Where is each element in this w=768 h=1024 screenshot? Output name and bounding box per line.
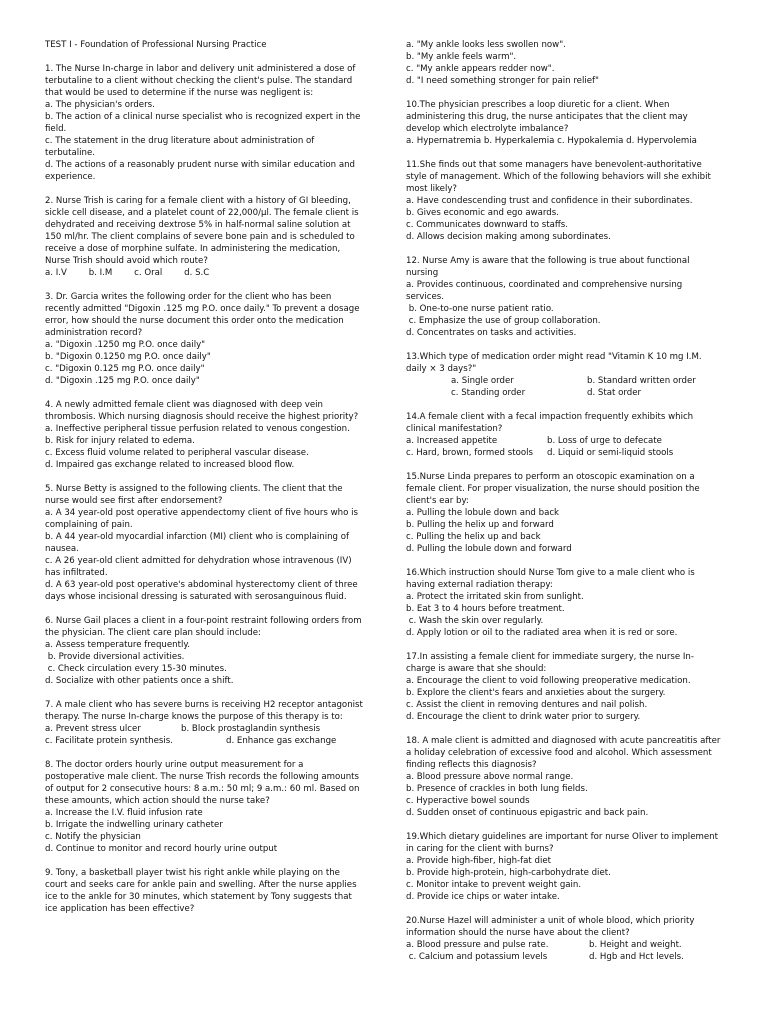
question-5 <box>45 483 363 603</box>
option: d. Apply lotion or oil to the radiated area when it is red or sore. <box>406 628 678 638</box>
question-stem: 13.Which type of medication order might read "Vitamin K 10 mg I.M. daily × 3 days?" <box>406 352 705 374</box>
option: a. Provides continuous, coordinated and comprehensive nursing services. <box>406 280 685 302</box>
option: b. Irrigate the indwelling urinary catheter <box>45 820 223 830</box>
question-11 <box>406 159 722 243</box>
question-stem: 14.A female client with a fecal impaction frequently exhibits which clinical manifestation? <box>406 412 696 434</box>
option: b. Height and weight. <box>589 940 682 950</box>
question-stem: 2. Nurse Trish is caring for a female client with a history of GI bleeding, sickle cell disease, and a platelet count of 22,000/µl. The female client is dehydrated and receiving dextrose 5% in half-normal saline solution at 150 ml/hr. The client complains of severe bone pain and is scheduled to receive a dose of morphine sulfate. In administering the medication, Nurse Trish should avoid which route? <box>45 196 362 266</box>
option: a. Blood pressure above normal range. <box>406 772 574 782</box>
option: b. Risk for injury related to edema. <box>45 436 195 446</box>
question-1 <box>45 63 363 183</box>
option: d. Pulling the lobule down and forward <box>406 544 572 554</box>
option: a. "My ankle looks less swollen now". <box>406 40 566 50</box>
question-12 <box>406 255 722 339</box>
option: b. "My ankle feels warm". <box>406 52 517 62</box>
option: a. Blood pressure and pulse rate. <box>406 940 549 950</box>
question-8 <box>45 759 363 855</box>
question-stem: 17.In assisting a female client for immediate surgery, the nurse In-charge is aware that she should: <box>406 652 694 674</box>
option: b. Block prostaglandin synthesis <box>181 724 321 734</box>
question-14 <box>406 411 722 459</box>
option: c. Excess fluid volume related to peripheral vascular disease. <box>45 448 309 458</box>
option: d. Enhance gas exchange <box>226 736 337 746</box>
option-row <box>406 951 722 963</box>
option-row <box>406 375 722 387</box>
question-stem: 7. A male client who has severe burns is receiving H2 receptor antagonist therapy. The nurse In-charge knows the purpose of this therapy is to: <box>45 700 366 722</box>
question-15 <box>406 471 722 555</box>
option: a. Pulling the lobule down and back <box>406 508 560 518</box>
question-stem: 18. A male client is admitted and diagnosed with acute pancreatitis after a holiday celebration of excessive food and alcohol. Which assessment finding reflects this diagnosis? <box>406 736 724 770</box>
option: b. Standard written order <box>587 376 696 386</box>
option: c. Monitor intake to prevent weight gain. <box>406 880 582 890</box>
question-9 <box>45 867 363 915</box>
option: a. Prevent stress ulcer <box>45 724 141 734</box>
question-stem: 12. Nurse Amy is aware that the following is true about functional nursing <box>406 256 693 278</box>
option: c. Wash the skin over regularly. <box>406 616 544 626</box>
question-stem: 20.Nurse Hazel will administer a unit of whole blood, which priority information should the nurse have about the client? <box>406 916 698 938</box>
option: c. Calcium and potassium levels <box>406 952 548 962</box>
question-stem: 19.Which dietary guidelines are important for nurse Oliver to implement in caring for the client with burns? <box>406 832 721 854</box>
question-stem: 11.She finds out that some managers have benevolent-authoritative style of management. Which of the following behaviors will she exhibit most likely? <box>406 160 714 194</box>
option: d. Encourage the client to drink water prior to surgery. <box>406 712 641 722</box>
option: a. Protect the irritated skin from sunlight. <box>406 592 584 602</box>
question-17 <box>406 651 722 723</box>
option: a. Assess temperature frequently. <box>45 640 190 650</box>
option: d. Provide ice chips or water intake. <box>406 892 560 902</box>
option: c. Emphasize the use of group collaboration. <box>406 316 601 326</box>
option: d. A 63 year-old post operative's abdominal hysterectomy client of three days whose incisional dressing is saturated with serosanguinous fluid. <box>45 580 361 602</box>
option: b. Pulling the helix up and forward <box>406 520 554 530</box>
option: a. The physician's orders. <box>45 100 155 110</box>
option: a. Ineffective peripheral tissue perfusion related to venous congestion. <box>45 424 350 434</box>
option: b. Loss of urge to defecate <box>547 436 662 446</box>
option: b. Eat 3 to 4 hours before treatment. <box>406 604 565 614</box>
question-9-options <box>406 39 722 87</box>
option: a. Increased appetite <box>406 436 498 446</box>
question-20 <box>406 915 722 963</box>
option: c. Hard, brown, formed stools <box>406 448 533 458</box>
option-row <box>406 435 722 447</box>
option: d. Socialize with other patients once a shift. <box>45 676 234 686</box>
question-3 <box>45 291 363 387</box>
option-row <box>406 447 722 459</box>
question-6 <box>45 615 363 687</box>
option: c. Pulling the helix up and back <box>406 532 541 542</box>
question-16 <box>406 567 722 639</box>
option: b. The action of a clinical nurse specialist who is recognized expert in the field. <box>45 112 364 134</box>
question-stem: 3. Dr. Garcia writes the following order for the client who has been recently admitted "Digoxin .125 mg P.O. once daily." To prevent a dosage error, how should the nurse document this order onto the medication administration record? <box>45 292 363 338</box>
option: d. "Digoxin .125 mg P.O. once daily" <box>45 376 200 386</box>
option: a. "Digoxin .1250 mg P.O. once daily" <box>45 340 206 350</box>
option: b. "Digoxin 0.1250 mg P.O. once daily" <box>45 352 211 362</box>
question-stem: 15.Nurse Linda prepares to perform an otoscopic examination on a female client. For proper visualization, the nurse should position the client's ear by: <box>406 472 703 506</box>
question-stem: 8. The doctor orders hourly urine output measurement for a postoperative male client. The nurse Trish records the following amounts of output for 2 consecutive hours: 8 a.m.: 50 ml; 9 a.m.: 60 ml. Based on these amounts, which action should the nurse take? <box>45 760 363 806</box>
option: c. The statement in the drug literature about administration of terbutaline. <box>45 136 318 158</box>
option: d. Sudden onset of continuous epigastric and back pain. <box>406 808 649 818</box>
option: b. Gives economic and ego awards. <box>406 208 559 218</box>
question-18 <box>406 735 722 819</box>
option: a. Single order <box>451 376 514 386</box>
question-13 <box>406 351 722 399</box>
option: d. Liquid or semi-liquid stools <box>547 448 674 458</box>
option: a. Provide high-fiber, high-fat diet <box>406 856 552 866</box>
options-inline: a. I.V b. I.M c. Oral d. S.C <box>45 268 210 278</box>
question-7 <box>45 699 366 747</box>
option: c. Facilitate protein synthesis. <box>45 736 173 746</box>
option: c. Notify the physician <box>45 832 141 842</box>
option: d. Concentrates on tasks and activities. <box>406 328 577 338</box>
question-stem: 6. Nurse Gail places a client in a four-point restraint following orders from the physician. The client care plan should include: <box>45 616 365 638</box>
question-4 <box>45 399 363 471</box>
option: b. Presence of crackles in both lung fields. <box>406 784 588 794</box>
option: d. Impaired gas exchange related to increased blood flow. <box>45 460 295 470</box>
option: a. Encourage the client to void following preoperative medication. <box>406 676 691 686</box>
left-column <box>45 39 366 927</box>
option: a. A 34 year-old post operative appendectomy client of five hours who is complaining of pain. <box>45 508 361 530</box>
option: c. Communicates downward to staffs. <box>406 220 568 230</box>
option-row <box>406 939 722 951</box>
question-stem: 4. A newly admitted female client was diagnosed with deep vein thrombosis. Which nursing diagnosis should receive the highest priority? <box>45 400 359 422</box>
option: a. Have condescending trust and confidence in their subordinates. <box>406 196 693 206</box>
option: c. A 26 year-old client admitted for dehydration whose intravenous (IV) has infiltrated. <box>45 556 355 578</box>
option-row <box>45 723 363 735</box>
option: b. Provide diversional activities. <box>45 652 185 662</box>
option: d. Stat order <box>587 388 642 398</box>
question-2 <box>45 195 363 279</box>
question-stem: 1. The Nurse In-charge in labor and delivery unit administered a dose of terbutaline to a client without checking the client's pulse. The standard that would be used to determine if the nurse was negligent is: <box>45 64 359 98</box>
option: d. "I need something stronger for pain relief" <box>406 76 599 86</box>
option: d. The actions of a reasonably prudent nurse with similar education and experience. <box>45 160 358 182</box>
question-stem: 5. Nurse Betty is assigned to the following clients. The client that the nurse would see first after endorsement? <box>45 484 346 506</box>
option: c. Standing order <box>451 388 526 398</box>
question-stem: 10.The physician prescribes a loop diuretic for a client. When administering this drug, the nurse anticipates that the client may develop which electrolyte imbalance? <box>406 100 691 134</box>
question-stem: 16.Which instruction should Nurse Tom give to a male client who is having external radiation therapy: <box>406 568 698 590</box>
option: c. Check circulation every 15-30 minutes. <box>45 664 227 674</box>
option: b. A 44 year-old myocardial infarction (MI) client who is complaining of nausea. <box>45 532 352 554</box>
option: c. Assist the client in removing dentures and nail polish. <box>406 700 648 710</box>
options-inline: a. Hypernatremia b. Hyperkalemia c. Hypokalemia d. Hypervolemia <box>406 136 697 146</box>
test-title: TEST I - Foundation of Professional Nursing Practice <box>45 40 267 50</box>
option: b. One-to-one nurse patient ratio. <box>406 304 554 314</box>
option: b. Provide high-protein, high-carbohydrate diet. <box>406 868 611 878</box>
option: c. "My ankle appears redder now". <box>406 64 555 74</box>
question-stem: 9. Tony, a basketball player twist his right ankle while playing on the court and seeks care for ankle pain and swelling. After the nurse applies ice to the ankle for 30 minutes, which statement by Tony suggests that ice application has been effective? <box>45 868 360 914</box>
option-row <box>45 735 363 747</box>
question-10 <box>406 99 722 147</box>
option: c. "Digoxin 0.125 mg P.O. once daily" <box>45 364 205 374</box>
option-row <box>406 387 722 399</box>
option: c. Hyperactive bowel sounds <box>406 796 530 806</box>
option: a. Increase the I.V. fluid infusion rate <box>45 808 203 818</box>
question-19 <box>406 831 722 903</box>
option: d. Allows decision making among subordinates. <box>406 232 611 242</box>
right-column <box>406 39 722 975</box>
option: d. Continue to monitor and record hourly urine output <box>45 844 278 854</box>
option: d. Hgb and Hct levels. <box>589 952 684 962</box>
option: b. Explore the client's fears and anxieties about the surgery. <box>406 688 666 698</box>
